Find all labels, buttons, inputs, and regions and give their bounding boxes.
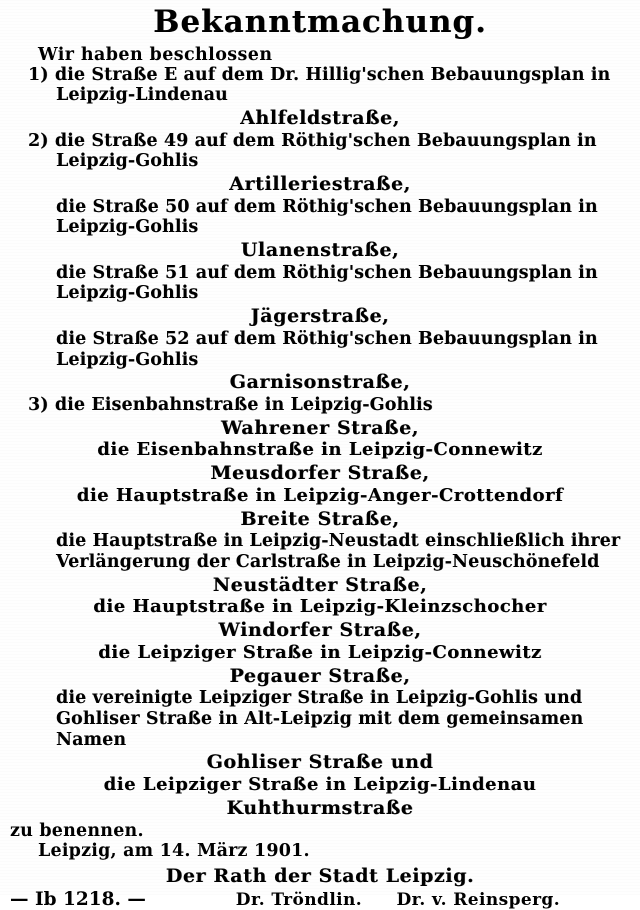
item-text: 2) die Straße 49 auf dem Röthig'schen Bebauungsplan in Leipzig-Gohlis: [28, 130, 597, 172]
authority-line: Der Rath der Stadt Leipzig.: [165, 864, 475, 887]
item-text: 1) die Straße E auf dem Dr. Hillig'schen Bebauungsplan in Leipzig-Lindenau: [28, 64, 611, 106]
street-name: Gohliser Straße und: [206, 751, 434, 774]
intro-text: Wir haben beschlossen: [38, 44, 273, 65]
item-text: die Straße 51 auf dem Röthig'schen Bebauungsplan in Leipzig-Gohlis: [56, 262, 598, 304]
street-name: Breite Straße,: [240, 507, 400, 530]
list-item: [10, 597, 630, 641]
list-item: [10, 643, 630, 687]
signatories: [146, 890, 630, 910]
list-item: [10, 65, 630, 130]
list-item: [10, 486, 630, 530]
item-text: die Straße 50 auf dem Röthig'schen Bebauungsplan in Leipzig-Gohlis: [56, 196, 598, 238]
list-item: [10, 263, 630, 328]
street-name: Pegauer Straße,: [229, 664, 411, 687]
item-text: die Eisenbahnstraße in Leipzig-Connewitz: [97, 439, 543, 461]
street-name: Garnisonstraße,: [229, 371, 411, 394]
list-item: [10, 329, 630, 394]
signatory: Dr. v. Reinsperg.: [396, 889, 561, 910]
item-text: die Hauptstraße in Leipzig-Kleinzschocher: [93, 596, 547, 618]
list-item: [10, 440, 630, 484]
item-text: die vereinigte Leipziger Straße in Leipzig-Gohlis und Gohliser Straße in Alt-Leipzig mit dem gemeinsamen Namen: [56, 688, 584, 750]
street-name: Jägerstraße,: [250, 305, 390, 328]
list-item: [10, 775, 630, 819]
street-name: Meusdorfer Straße,: [210, 462, 430, 485]
footer: [10, 889, 630, 910]
list-item: [10, 531, 630, 596]
item-text: die Leipziger Straße in Leipzig-Connewitz: [98, 641, 542, 663]
street-name: Ulanenstraße,: [240, 238, 400, 261]
street-name: Wahrener Straße,: [221, 416, 419, 439]
street-name: Kuhthurmstraße: [226, 796, 414, 819]
place-date: Leipzig, am 14. März 1901.: [38, 840, 310, 861]
street-name: Windorfer Straße,: [218, 619, 422, 642]
list-item: [10, 395, 630, 439]
page-title: Bekanntmachung.: [153, 4, 487, 40]
signatory: Dr. Tröndlin.: [235, 889, 363, 910]
list-item: [10, 688, 630, 774]
closing-text: zu benennen.: [10, 820, 144, 841]
list-item: [10, 131, 630, 196]
street-name: Neustädter Straße,: [212, 573, 428, 596]
list-item: [10, 197, 630, 262]
item-text: die Hauptstraße in Leipzig-Neustadt einschließlich ihrer Verlängerung der Carlstraße in Leipzig-Neuschönefeld: [56, 531, 621, 572]
item-text: 3) die Eisenbahnstraße in Leipzig-Gohlis: [28, 394, 433, 415]
street-name: Ahlfeldstraße,: [240, 106, 400, 129]
street-name: Artilleriestraße,: [229, 172, 411, 195]
item-text: die Leipziger Straße in Leipzig-Lindenau: [103, 774, 537, 796]
item-text: die Straße 52 auf dem Röthig'schen Bebauungsplan in Leipzig-Gohlis: [56, 328, 598, 370]
item-text: die Hauptstraße in Leipzig-Anger-Crottendorf: [76, 484, 564, 506]
reference-number: — Ib 1218. —: [10, 888, 146, 910]
